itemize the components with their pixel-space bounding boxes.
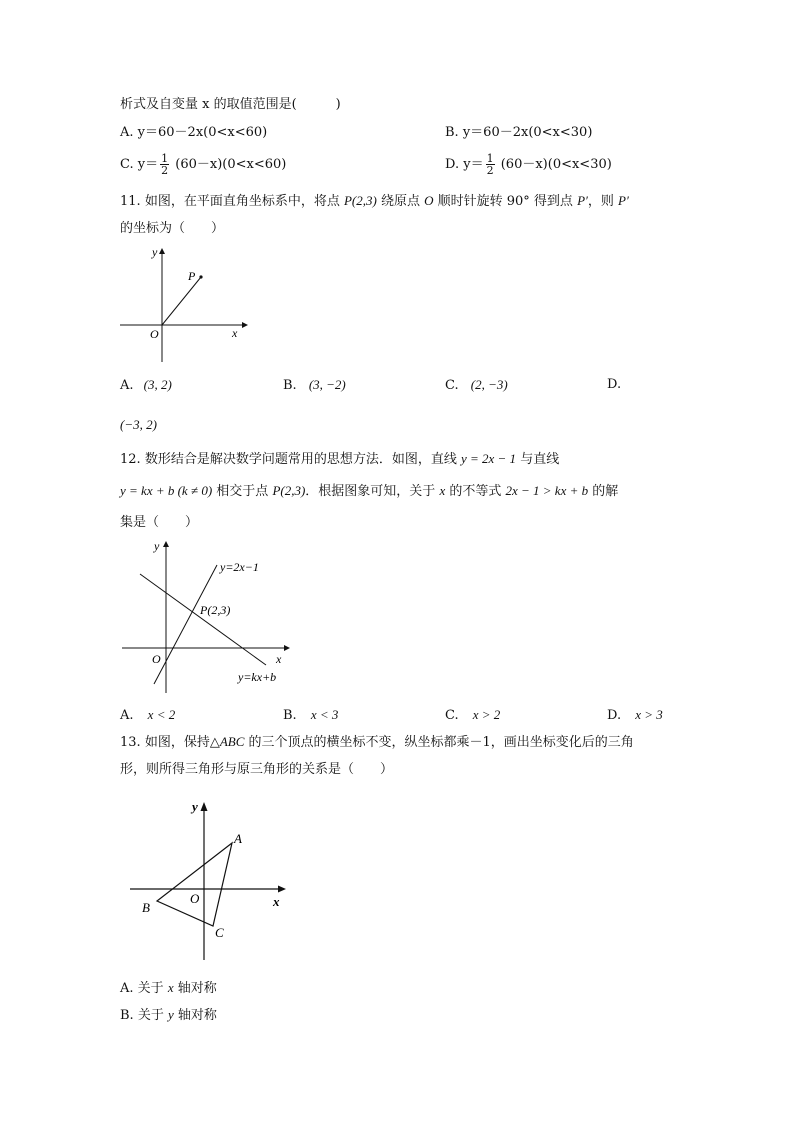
option-text: 轴对称 [173, 981, 217, 996]
q11-stem-line1 [120, 192, 629, 211]
segment-op [162, 277, 201, 325]
option-label: B. [283, 708, 297, 723]
stem-text: 相交于点 [212, 484, 273, 499]
stem-text: ．根据图象可知，关于 [305, 484, 440, 499]
q13-option-a[interactable] [120, 979, 217, 998]
option-text: (2, −3) [470, 377, 508, 392]
question-number: 11. [120, 194, 141, 209]
option-text: x > 2 [472, 707, 501, 722]
option-label: B. [445, 125, 459, 140]
point-p [199, 275, 202, 278]
option-label: C. [445, 378, 459, 393]
x-axis-label: x [273, 894, 280, 909]
y-axis-label: y [152, 245, 158, 259]
stem-text: 与直线 [516, 452, 560, 467]
q12-option-a[interactable] [120, 706, 175, 725]
y-axis-arrow [163, 541, 169, 547]
line2-label: y=kx+b [238, 670, 277, 684]
fraction-numerator: 1 [161, 152, 169, 165]
q10-option-d[interactable] [445, 152, 612, 178]
fraction [486, 153, 495, 176]
q12-figure [120, 537, 292, 695]
option-text: (3, −2) [308, 377, 346, 392]
option-label: D. [445, 157, 460, 172]
y-axis-label: y [192, 799, 198, 814]
math-point: P′ [577, 193, 588, 208]
q12-stem-line1 [120, 450, 559, 469]
point-p-label: P [188, 269, 196, 283]
fraction [160, 153, 169, 176]
q10-option-b[interactable] [445, 124, 592, 142]
option-pre: y＝ [137, 157, 159, 172]
option-label: B. [120, 1008, 134, 1023]
math-expression: 2x − 1 > kx + b [505, 483, 589, 498]
math-expression: y = kx + b (k ≠ 0) [120, 483, 213, 498]
math-triangle: ABC [219, 734, 245, 749]
x-axis-arrow [284, 645, 290, 651]
x-axis-arrow [242, 322, 248, 328]
q12-option-d[interactable] [607, 706, 663, 725]
math-point: P′ [618, 193, 629, 208]
q13-stem-line1 [120, 733, 634, 752]
option-label: A. [120, 378, 134, 393]
q11-option-c[interactable] [445, 376, 508, 395]
option-post: (60－x)(0<x<60) [171, 157, 287, 172]
stem-text: 的三个顶点的横坐标不变，纵坐标都乘－1，画出坐标变化后的三角 [244, 735, 634, 750]
stem-text: ，则 [587, 194, 618, 209]
fraction-denominator: 2 [486, 164, 494, 177]
option-text: x < 2 [147, 707, 176, 722]
option-text: 关于 [137, 981, 168, 996]
option-text: (3, 2) [143, 377, 172, 392]
origin-label: O [152, 652, 161, 666]
math-expression: y = 2x − 1 [460, 451, 517, 466]
option-label: C. [445, 708, 459, 723]
stem-text: 如图，在平面直角坐标系中，将点 [144, 194, 344, 209]
y-axis-arrow [159, 248, 165, 254]
origin-label: O [190, 891, 200, 906]
option-text: 关于 [137, 1008, 168, 1023]
stem-text: 顺时针旋转 90° 得到点 [433, 194, 578, 209]
q10-stem-tail: 析式及自变量 x 的取值范围是( ) [120, 97, 341, 112]
option-pre: y＝ [463, 157, 484, 172]
option-label: D. [607, 708, 622, 723]
q11-option-d-text[interactable]: (−3, 2) [120, 417, 157, 432]
option-post: (60－x)(0<x<30) [496, 157, 612, 172]
q12-option-c[interactable] [445, 706, 500, 725]
math-point: P(2,3) [272, 483, 306, 498]
q12-option-b[interactable] [283, 706, 338, 725]
stem-text: 如图，保持△ [144, 735, 220, 750]
math-var: x [167, 980, 174, 995]
line-y-2x-1 [154, 565, 217, 684]
option-label: A. [120, 981, 134, 996]
x-axis-label: x [276, 652, 282, 666]
q12-stem-line2 [120, 482, 618, 501]
y-axis-arrow [201, 802, 208, 811]
x-axis-label: x [232, 326, 238, 340]
q12-stem-line3: 集是（ ） [120, 515, 199, 530]
q13-figure [128, 797, 290, 962]
option-text: y＝60－2x(0<x<30) [462, 125, 593, 140]
y-axis-label: y [154, 539, 160, 553]
vertex-c-label: C [215, 925, 224, 940]
x-axis-arrow [278, 886, 286, 893]
option-label: C. [120, 157, 134, 172]
stem-text: 绕原点 [376, 194, 425, 209]
option-text: x > 3 [635, 707, 663, 722]
q11-figure [118, 244, 248, 364]
origin-label: O [150, 327, 159, 341]
option-text: 轴对称 [173, 1008, 217, 1023]
q11-option-d-label[interactable]: D. [607, 377, 622, 392]
stem-text: 的不等式 [445, 484, 506, 499]
triangle-abc [157, 843, 232, 926]
stem-text: 数形结合是解决数学问题常用的思想方法．如图，直线 [144, 452, 461, 467]
question-number: 13. [120, 735, 141, 750]
q11-option-a[interactable] [120, 376, 172, 395]
vertex-b-label: B [142, 900, 150, 915]
line1-label: y=2x−1 [220, 560, 259, 574]
math-point: P(2,3) [343, 193, 377, 208]
math-origin: O [424, 193, 434, 208]
option-label: B. [283, 378, 297, 393]
q10-option-a[interactable] [120, 124, 267, 142]
q11-stem-line2: 的坐标为（ ） [120, 221, 225, 236]
fraction-numerator: 1 [486, 152, 494, 165]
q13-stem-line2: 形，则所得三角形与原三角形的关系是（ ） [120, 762, 394, 777]
intersection-label: P(2,3) [200, 603, 231, 617]
q10-option-c[interactable] [120, 152, 286, 178]
option-text: y＝60－2x(0<x<60) [137, 125, 268, 140]
option-label: A. [120, 125, 134, 140]
option-label: A. [120, 708, 134, 723]
fraction-denominator: 2 [161, 164, 169, 177]
q13-option-b[interactable] [120, 1006, 217, 1025]
math-var: x [439, 483, 446, 498]
question-number: 12. [120, 452, 141, 467]
stem-text: 的解 [588, 484, 619, 499]
option-text: x < 3 [310, 707, 339, 722]
math-var: y [167, 1007, 174, 1022]
vertex-a-label: A [234, 831, 242, 846]
q11-option-b[interactable] [283, 376, 346, 395]
